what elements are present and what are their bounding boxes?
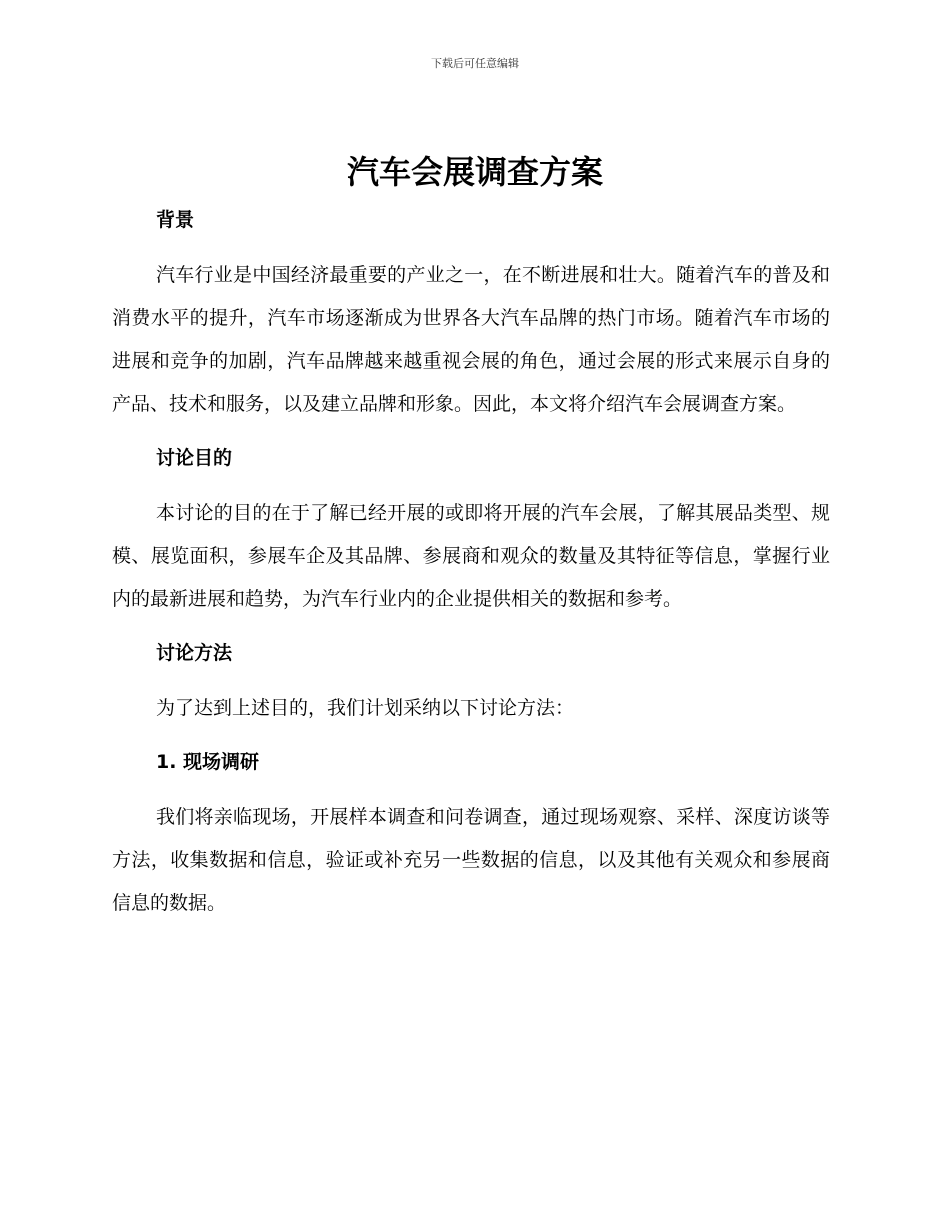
paragraph-background: 汽车行业是中国经济最重要的产业之一，在不断进展和壮大。随着汽车的普及和消费水平的提升，汽车市场逐渐成为世界各大汽车品牌的热门市场。随着汽车市场的进展和竞争的加剧，汽车品牌越来越重视会展的角色，通过会展的形式来展示自身的产品、技术和服务，以及建立品牌和形象。因此，本文将介绍汽车会展调查方案。 <box>112 264 830 415</box>
subsection-heading-field-research: 1. 现场调研 <box>156 751 260 773</box>
document-body <box>112 200 830 925</box>
paragraph-purpose: 本讨论的目的在于了解已经开展的或即将开展的汽车会展，了解其展品类型、规模、展览面积，参展车企及其品牌、参展商和观众的数量及其特征等信息，掌握行业内的最新进展和趋势，为汽车行业内的企业提供相关的数据和参考。 <box>112 502 830 610</box>
section-heading-purpose: 讨论目的 <box>156 447 233 469</box>
section-heading-background: 背景 <box>156 209 195 231</box>
page-header-note: 下载后可任意编辑 <box>431 57 519 70</box>
document-title: 汽车会展调查方案 <box>346 153 603 191</box>
section-heading-method: 讨论方法 <box>156 642 233 664</box>
paragraph-method-intro: 为了达到上述目的，我们计划采纳以下讨论方法： <box>156 697 575 719</box>
paragraph-field-research: 我们将亲临现场，开展样本调查和问卷调查，通过现场观察、采样、深度访谈等方法，收集数据和信息，验证或补充另一些数据的信息，以及其他有关观众和参展商信息的数据。 <box>112 806 830 914</box>
